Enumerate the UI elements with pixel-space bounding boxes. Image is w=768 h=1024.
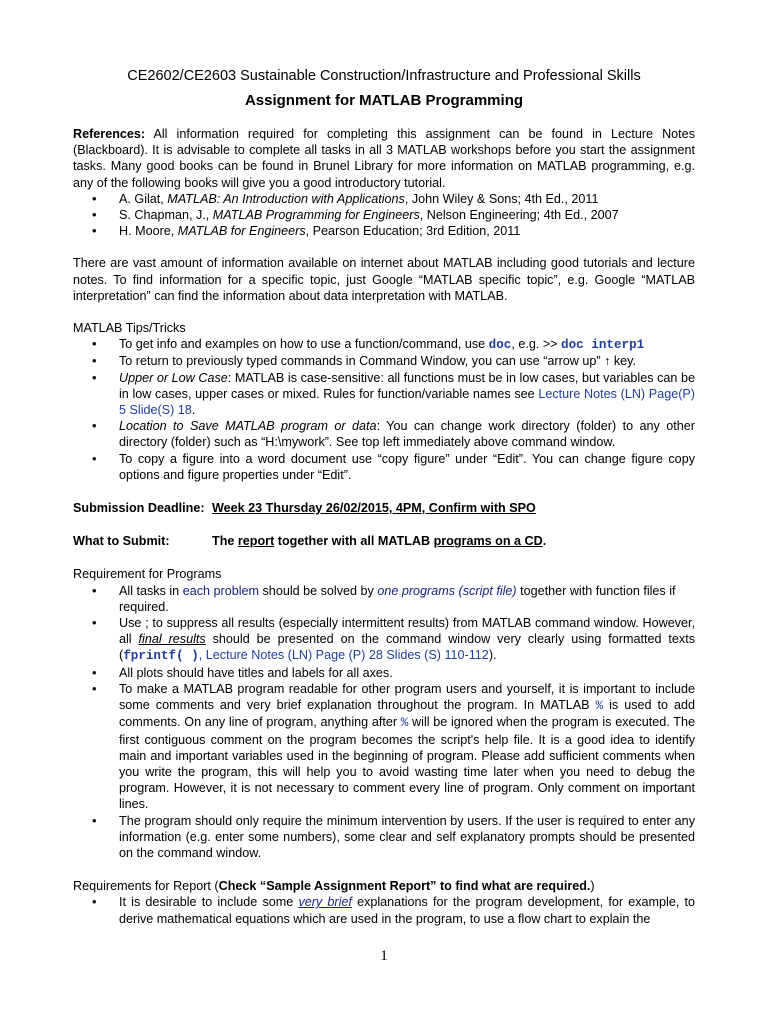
list-item: • To return to previously typed commands in Command Window, you can use “arrow up” ↑ key. [73, 353, 695, 369]
submit-value: The report together with all MATLAB programs on a CD. [212, 534, 547, 549]
submit-row [73, 533, 695, 549]
deadline-row [73, 500, 695, 516]
list-item: • Use ; to suppress all results (especially intermittent results) from MATLAB command window. However, all final results should be presented on the command window very clearly using formatted texts (fprintf( ), Lecture Notes (LN) Page (P) 28 Slides (S) 110-112). [73, 615, 695, 665]
list-item: • To get info and examples on how to use a function/command, use doc, e.g. >> doc interp1 [73, 336, 695, 353]
document-body [73, 126, 695, 927]
tips-heading: MATLAB Tips/Tricks [73, 321, 186, 336]
report-list [73, 894, 695, 926]
tips-list [73, 336, 695, 483]
list-item: • Location to Save MATLAB program or data: You can change work directory (folder) to any other directory (folder) such as “H:\mywork”. See top left immediately above command window. [73, 418, 695, 450]
references-label: References: [73, 127, 146, 141]
lecture-notes-link: Lecture Notes (LN) Page(P) 5 Slide(S) 18 [119, 386, 695, 418]
internet-paragraph: There are vast amount of information available on internet about MATLAB including good tutorials and lecture notes. To find information for a specific topic, just Google “MATLAB specific topic”, e.g. Google “MATLAB interpretation” can find the information about data interpretation with MATLAB. [73, 256, 695, 303]
list-item: • To copy a figure into a word document use “copy figure” under “Edit”. You can change figure copy options and figure properties under “Edit”. [73, 451, 695, 483]
submit-label: What to Submit: [73, 534, 170, 549]
list-item: • All tasks in each problem should be solved by one programs (script file) together with function files if required. [73, 583, 695, 615]
page-number: 1 [380, 948, 388, 964]
arrow-up-icon: ↑ [604, 354, 611, 369]
report-heading: Requirements for Report (Check “Sample Assignment Report” to find what are required.) [73, 879, 595, 894]
list-item: • H. Moore, MATLAB for Engineers, Pearson Education; 3rd Edition, 2011 [73, 223, 695, 239]
list-item: • It is desirable to include some very brief explanations for the program development, for example, to derive mathematical equations which are used in the program, to use a flow chart to explain the [73, 894, 695, 926]
programs-heading: Requirement for Programs [73, 567, 222, 582]
list-item: • The program should only require the minimum intervention by users. If the user is required to enter any information (e.g. enter some numbers), some clear and self explanatory prompts should be presented on the command window. [73, 813, 695, 862]
fprintf-command: fprintf( ) [123, 649, 199, 664]
book-list [73, 191, 695, 240]
list-item: • Upper or Low Case: MATLAB is case-sensitive: all functions must be in low cases, but variables can be in low cases, upper cases or mixed. Rules for function/variable names see Lecture Notes (LN) Page(P) 5 Slide(S) 18. [73, 370, 695, 419]
assignment-title: Assignment for MATLAB Programming [244, 92, 524, 109]
list-item: • To make a MATLAB program readable for other program users and yourself, it is important to include some comments and very brief explanation throughout the program. In MATLAB % is used to add comments. On any line of program, anything after % will be ignored when the program is executed. The first contiguous comment on the program becomes the script's help file. It is a good idea to identify main and important variables used in the beginning of program. Please add sufficient comments when you write the program, this will help you to avoid wasting time later when you need to debug the program. However, it is not necessary to comment every line of program. Only comment on important lines. [73, 681, 695, 813]
references-paragraph [73, 126, 695, 191]
doc-interp1-command: doc interp1 [561, 338, 645, 353]
programs-list [73, 583, 695, 861]
references-text: All information required for completing this assignment can be found in Lecture Notes (Blackboard). It is advisable to complete all tasks in all 3 MATLAB workshops before you start the assignment tasks. Many good books can be found in Brunel Library for more information on MATLAB programming, e.g. any of the following books will give you a good introductory tutorial. [73, 127, 695, 190]
deadline-value: Week 23 Thursday 26/02/2015, 4PM, Confirm with SPO [212, 501, 536, 516]
deadline-label: Submission Deadline: [73, 501, 205, 516]
course-title: CE2602/CE2603 Sustainable Construction/Infrastructure and Professional Skills [127, 68, 641, 84]
list-item: • All plots should have titles and labels for all axes. [73, 665, 695, 681]
doc-command: doc [488, 338, 512, 353]
list-item: • A. Gilat, MATLAB: An Introduction with Applications, John Wiley & Sons; 4th Ed., 2011 [73, 191, 695, 207]
list-item: • S. Chapman, J., MATLAB Programming for Engineers, Nelson Engineering; 4th Ed., 2007 [73, 207, 695, 223]
